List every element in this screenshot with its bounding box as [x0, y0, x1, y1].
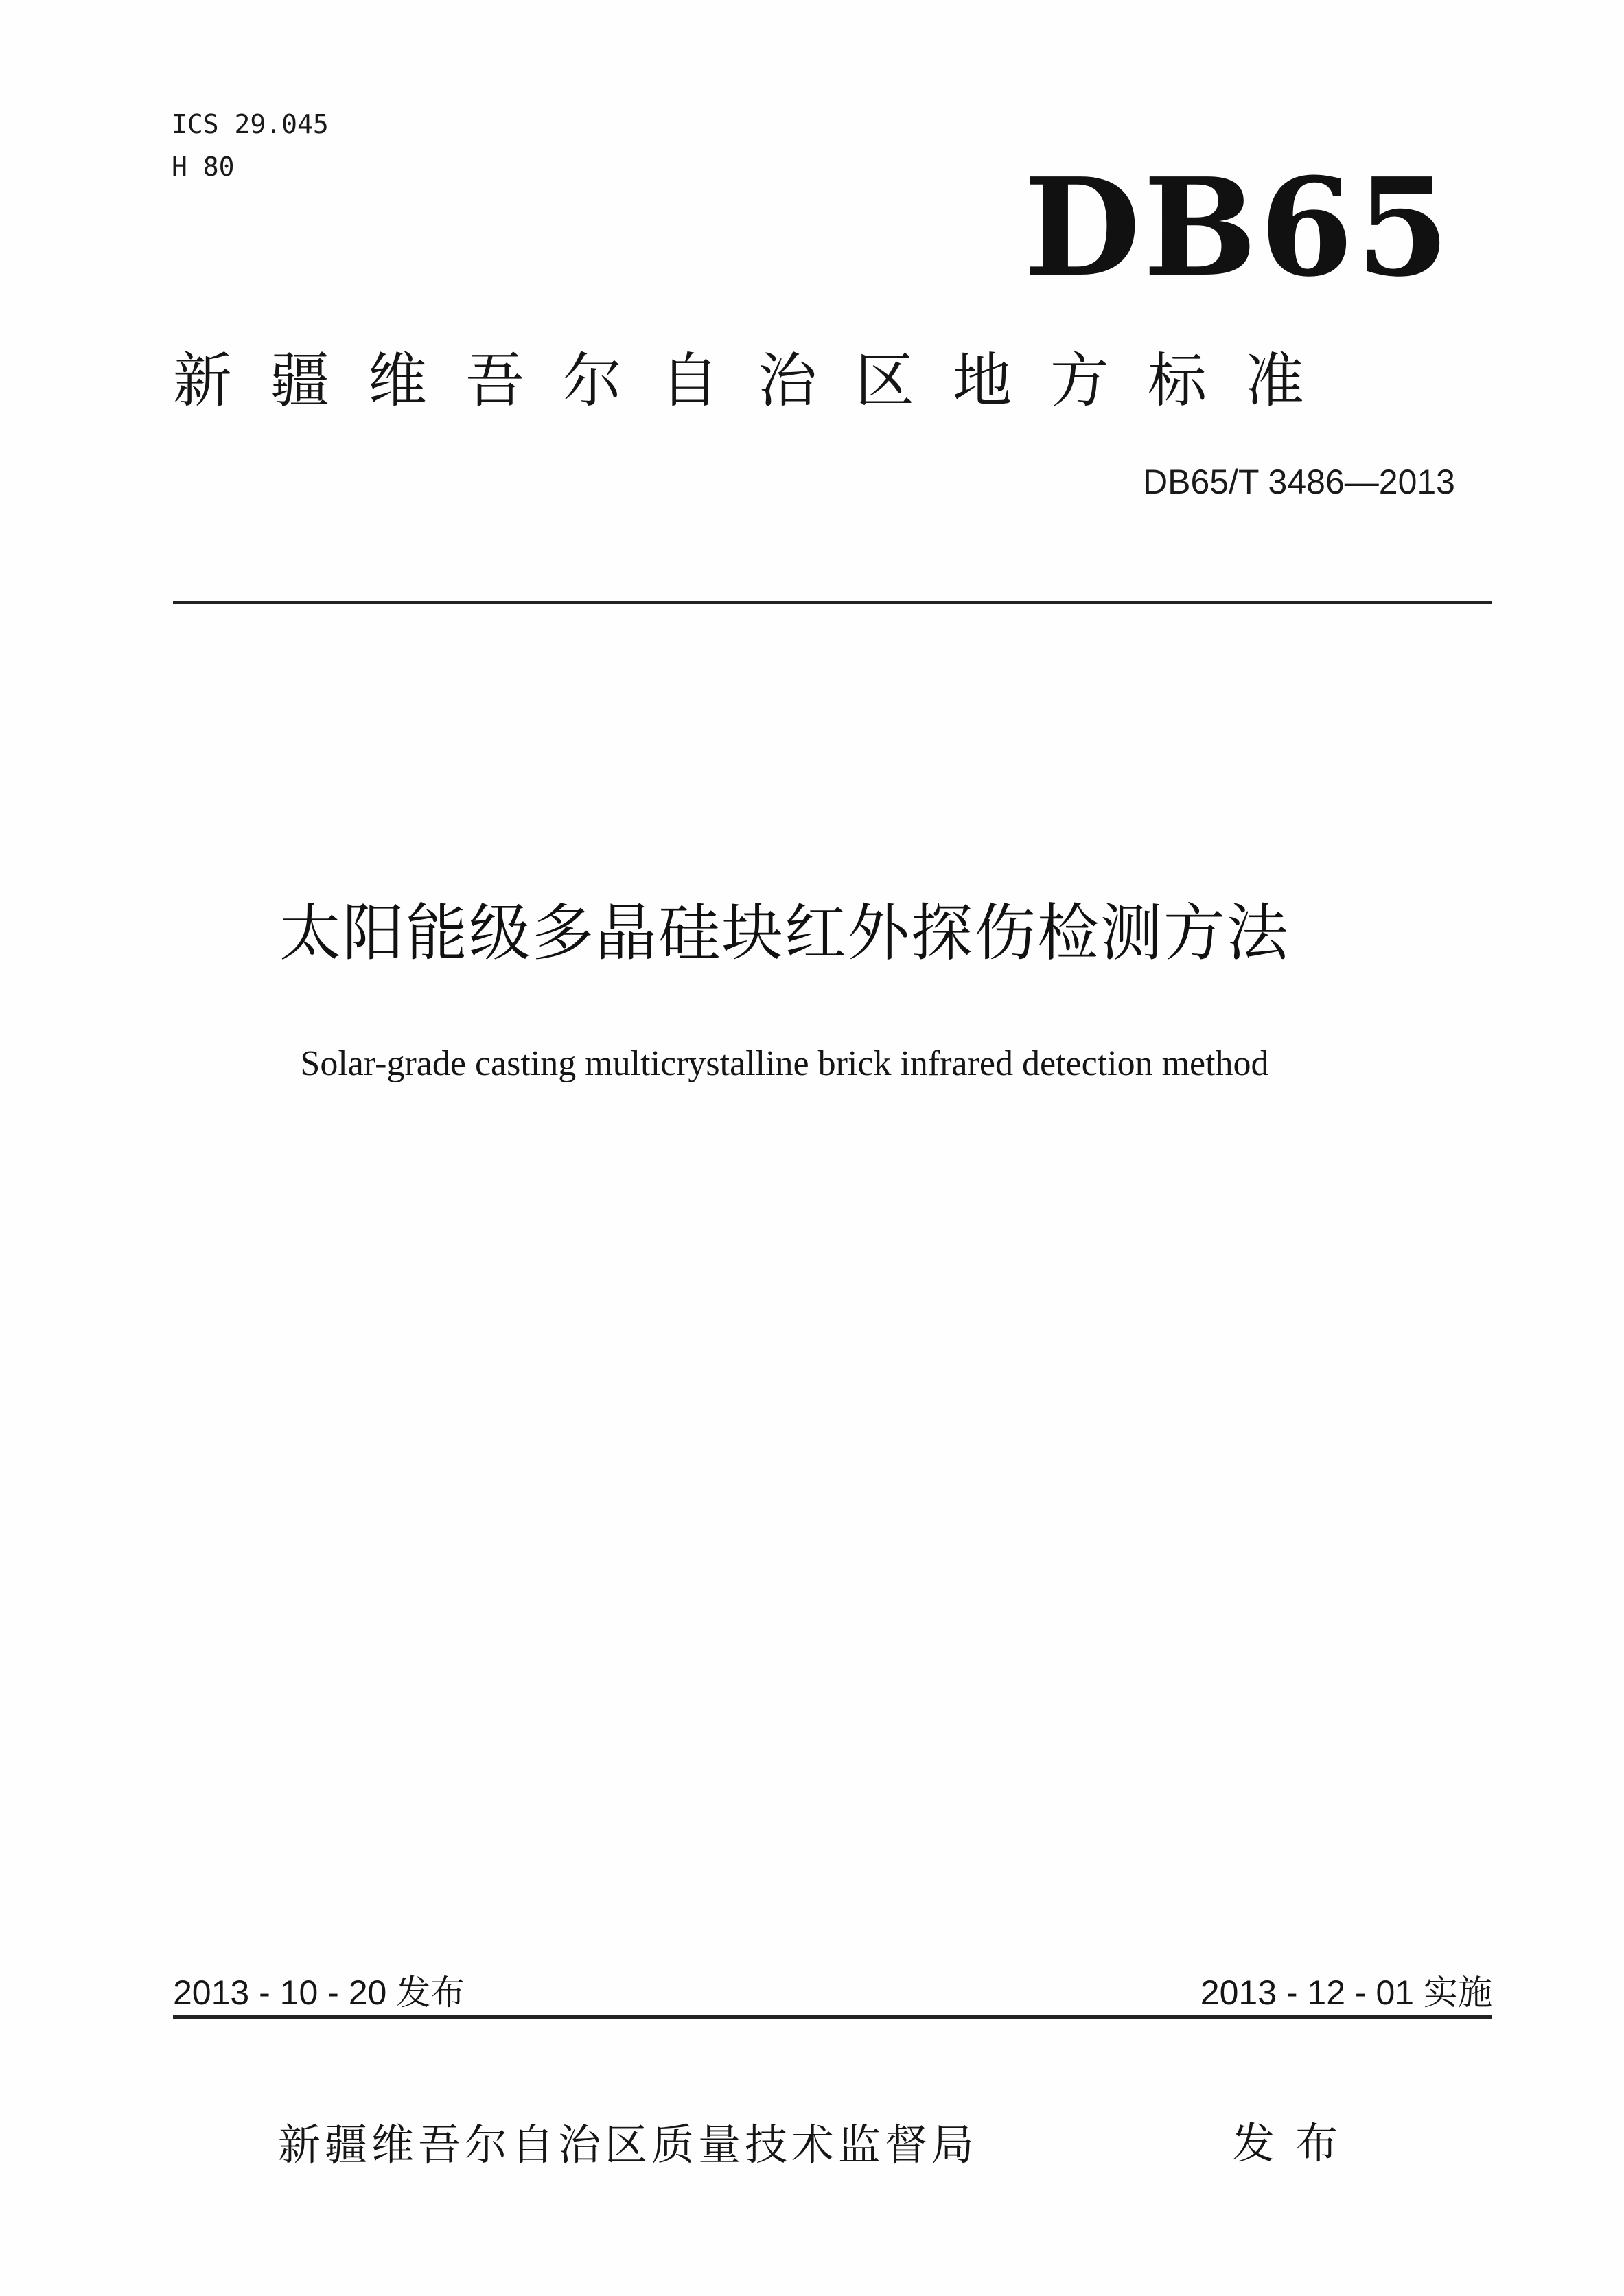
standard-code-mark: DB65: [1023, 149, 1452, 307]
implementation-date: 2013 - 12 - 01 实施: [1200, 1973, 1492, 2012]
document-title-english: Solar-grade casting multicrystalline brick infrared detection method: [300, 1044, 1269, 1083]
bottom-divider: [173, 2015, 1492, 2019]
standard-number: DB65/T 3486—2013: [1143, 463, 1455, 501]
issue-date: 2013 - 10 - 20 发布: [173, 1973, 465, 2012]
classification-block: [172, 103, 329, 188]
ccs-code: H 80: [172, 152, 235, 182]
publisher-name: 新疆维吾尔自治区质量技术监督局: [278, 2120, 979, 2170]
publisher-action: 发布: [1232, 2118, 1359, 2168]
ics-code: ICS 29.045: [172, 109, 329, 139]
document-title-chinese: 太阳能级多晶硅块红外探伤检测方法: [279, 897, 1290, 969]
standard-type-heading: 新疆维吾尔自治区地方标准: [173, 347, 1343, 415]
top-divider: [173, 601, 1492, 604]
date-row: [173, 1969, 1492, 2017]
